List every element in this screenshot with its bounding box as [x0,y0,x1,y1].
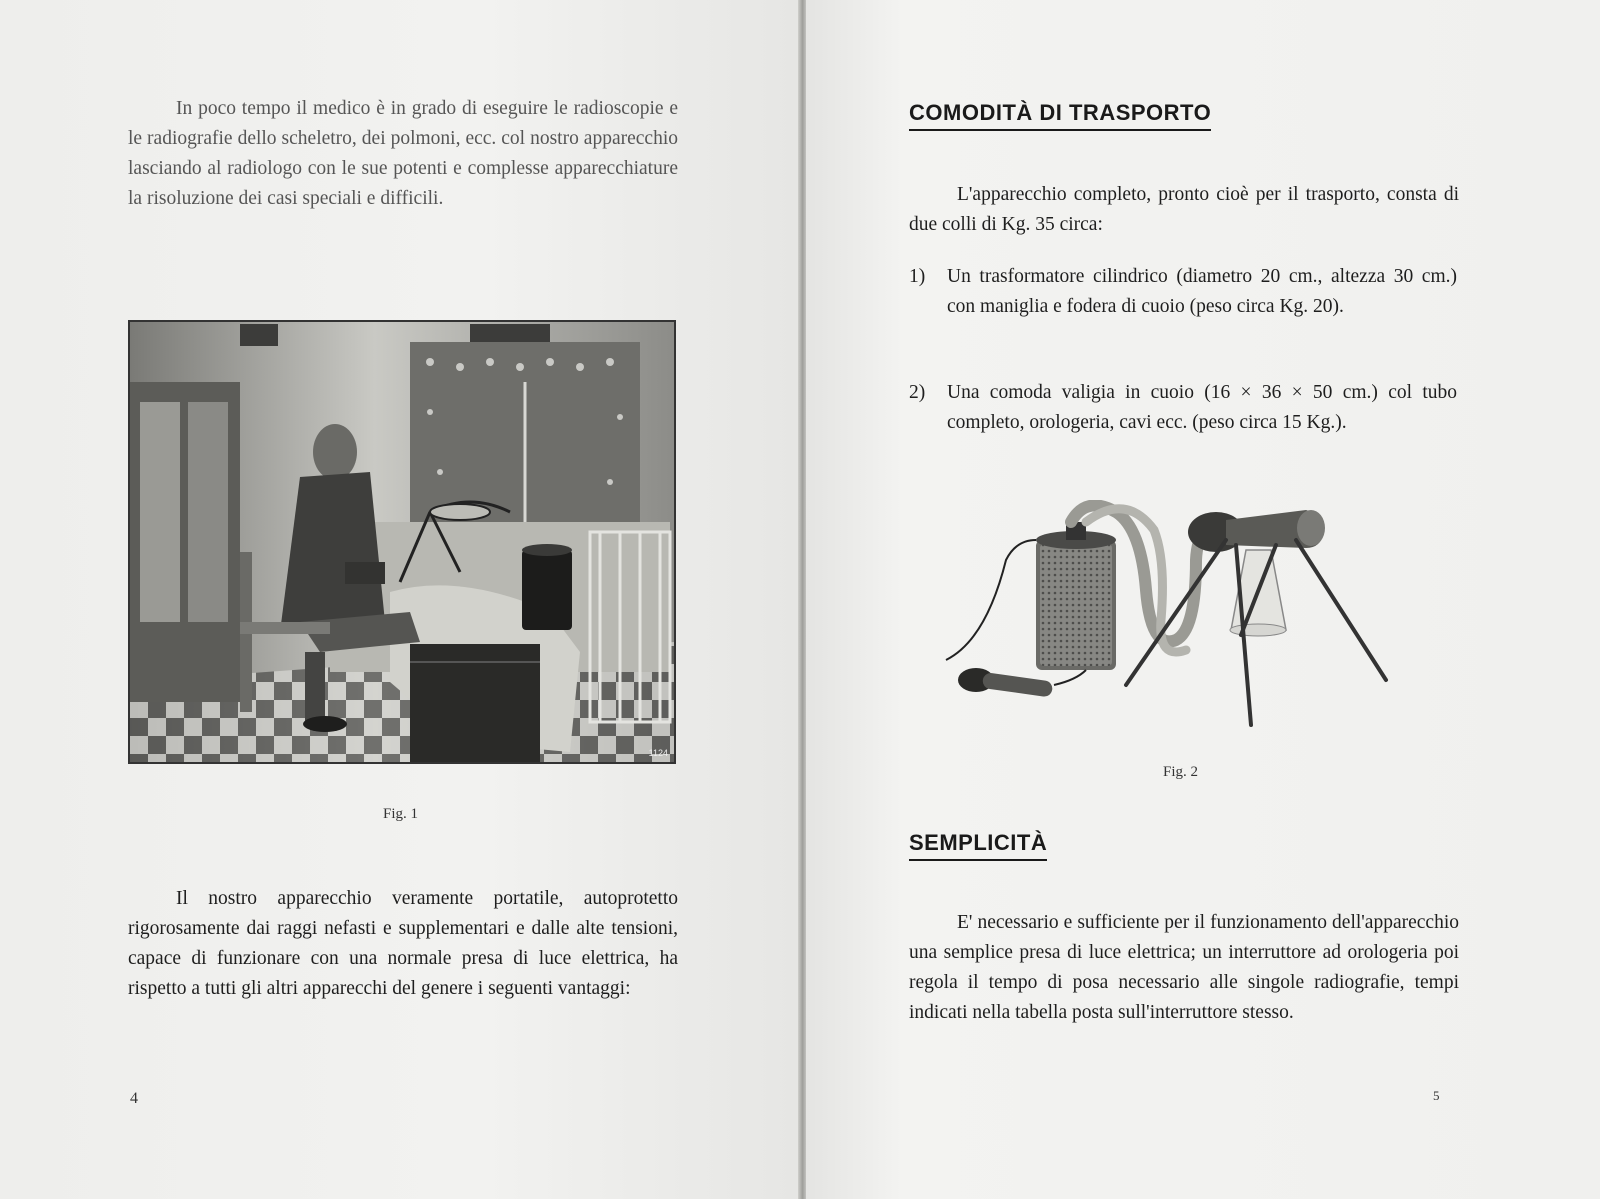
page-number-left: 4 [130,1090,138,1107]
right-page [806,0,1600,1199]
figure-2-apparatus [926,500,1396,750]
list-item-number: 2) [909,382,926,403]
plate-number: 1124 [648,748,668,758]
figure-2-caption: Fig. 2 [1163,764,1199,780]
list-item-1 [909,262,1459,352]
list-item-text: Una comoda valigia in cuoio (16 × 36 × 50 cm.) col tubo completo, orologeria, cavi ecc. (peso circa 15 Kg.). [947,382,1457,433]
semplicita-paragraph: E' necessario e sufficiente per il funzionamento dell'apparecchio una semplice presa di luce elettrica; un interruttore ad orologeria poi regola il tempo di posa necessario alle singole radiografie, tempi indicati nella tabella posta sull'interruttore stesso. [909,912,1459,1023]
transport-intro: L'apparecchio completo, pronto cioè per il trasporto, consta di due colli di Kg. 35 circa: [909,184,1459,235]
list-item-2 [909,378,1459,438]
heading-comodita-di-trasporto: COMODITÀ DI TRASPORTO [909,100,1211,131]
photo-illustration [130,322,674,762]
list-item-text: Un trasformatore cilindrico (diametro 20 cm., altezza 30 cm.) con maniglia e fodera di cuoio (peso circa Kg. 20). [947,266,1457,317]
advantages-paragraph: Il nostro apparecchio veramente portatile, autoprotetto rigorosamente dai raggi nefasti e supplementari e dalle alte tensioni, capace di funzionare con una normale presa di luce elettrica, ha rispetto a tutti gli altri apparecchi del genere i seguenti vantaggi: [128,888,678,999]
intro-paragraph: In poco tempo il medico è in grado di eseguire le radioscopie e le radiografie dello scheletro, dei polmoni, ecc. col nostro apparecchio lasciando al radiologo con le sue potenti e complesse apparecchiature la risoluzione dei casi speciali e difficili. [128,98,678,209]
figure-1-caption: Fig. 1 [383,806,419,822]
heading-semplicita: SEMPLICITÀ [909,830,1047,861]
list-item-number: 1) [909,266,926,287]
figure-1-photo [128,320,676,764]
page-number-right: 5 [1433,1088,1440,1103]
